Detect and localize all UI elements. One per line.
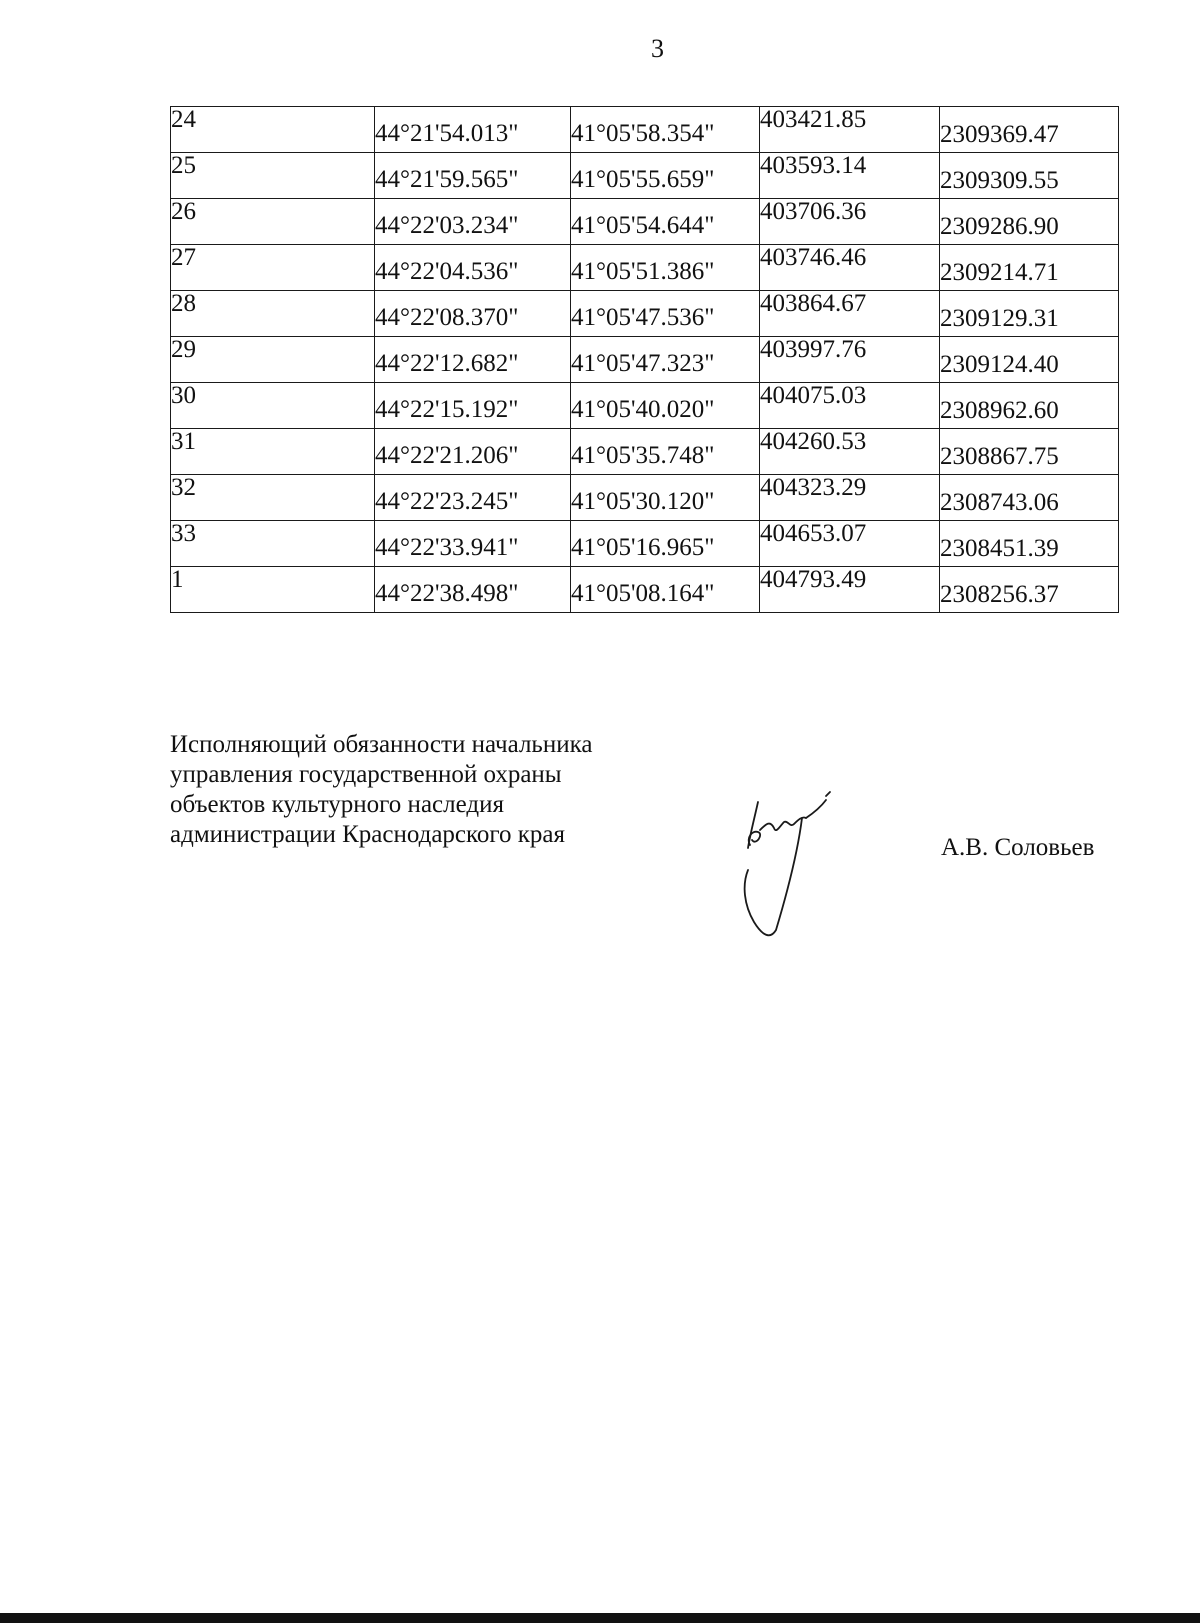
coordinates-table	[170, 106, 1119, 613]
x-coordinate-cell	[760, 107, 940, 153]
signer-position-line: управления государственной охраны	[170, 761, 562, 788]
x-coordinate-cell-text: 404075.03	[760, 382, 867, 409]
x-coordinate-cell-text: 403997.76	[760, 336, 867, 363]
x-coordinate-cell-text: 404260.53	[760, 428, 867, 455]
x-coordinate-cell	[760, 245, 940, 291]
latitude-cell-text: 44°22'04.536"	[375, 258, 519, 285]
x-coordinate-cell	[760, 291, 940, 337]
point-number-cell	[171, 199, 375, 245]
x-coordinate-cell-text: 404323.29	[760, 474, 867, 501]
latitude-cell	[375, 153, 571, 199]
y-coordinate-cell	[940, 199, 1119, 245]
point-number-cell-text: 30	[171, 382, 196, 409]
point-number-cell-text: 31	[171, 428, 196, 455]
y-coordinate-cell	[940, 153, 1119, 199]
x-coordinate-cell	[760, 337, 940, 383]
x-coordinate-cell	[760, 153, 940, 199]
longitude-cell	[571, 475, 760, 521]
longitude-cell-text: 41°05'47.323"	[571, 350, 715, 377]
point-number-cell-text: 29	[171, 336, 196, 363]
x-coordinate-cell-text: 403421.85	[760, 106, 867, 133]
x-coordinate-cell	[760, 199, 940, 245]
latitude-cell-text: 44°22'03.234"	[375, 212, 519, 239]
longitude-cell-text: 41°05'51.386"	[571, 258, 715, 285]
x-coordinate-cell	[760, 429, 940, 475]
longitude-cell	[571, 567, 760, 613]
latitude-cell-text: 44°22'38.498"	[375, 580, 519, 607]
table-row	[171, 383, 1119, 429]
y-coordinate-cell	[940, 337, 1119, 383]
point-number-cell	[171, 107, 375, 153]
point-number-cell	[171, 521, 375, 567]
latitude-cell	[375, 107, 571, 153]
point-number-cell	[171, 475, 375, 521]
y-coordinate-cell-text: 2309214.71	[940, 259, 1059, 286]
point-number-cell	[171, 291, 375, 337]
longitude-cell	[571, 107, 760, 153]
y-coordinate-cell	[940, 107, 1119, 153]
table-row	[171, 153, 1119, 199]
y-coordinate-cell-text: 2308962.60	[940, 397, 1059, 424]
y-coordinate-cell-text: 2309309.55	[940, 167, 1059, 194]
y-coordinate-cell	[940, 429, 1119, 475]
y-coordinate-cell	[940, 521, 1119, 567]
table-row	[171, 245, 1119, 291]
longitude-cell	[571, 199, 760, 245]
latitude-cell-text: 44°22'12.682"	[375, 350, 519, 377]
point-number-cell-text: 24	[171, 106, 196, 133]
latitude-cell	[375, 521, 571, 567]
y-coordinate-cell	[940, 383, 1119, 429]
y-coordinate-cell	[940, 291, 1119, 337]
x-coordinate-cell	[760, 475, 940, 521]
latitude-cell	[375, 337, 571, 383]
x-coordinate-cell-text: 404653.07	[760, 520, 867, 547]
table-row	[171, 429, 1119, 475]
x-coordinate-cell-text: 403864.67	[760, 290, 867, 317]
scan-edge-bar	[0, 1613, 1200, 1623]
signer-position-line: Исполняющий обязанности начальника	[170, 731, 593, 758]
point-number-cell-text: 28	[171, 290, 196, 317]
latitude-cell-text: 44°22'08.370"	[375, 304, 519, 331]
signer-position-line: администрации Краснодарского края	[170, 821, 566, 848]
point-number-cell-text: 25	[171, 152, 196, 179]
longitude-cell	[571, 429, 760, 475]
y-coordinate-cell-text: 2308256.37	[940, 581, 1059, 608]
signer-position	[170, 730, 592, 850]
longitude-cell-text: 41°05'54.644"	[571, 212, 715, 239]
y-coordinate-cell-text: 2309369.47	[940, 121, 1059, 148]
x-coordinate-cell	[760, 383, 940, 429]
x-coordinate-cell	[760, 521, 940, 567]
latitude-cell	[375, 199, 571, 245]
longitude-cell-text: 41°05'08.164"	[571, 580, 715, 607]
latitude-cell	[375, 475, 571, 521]
page-number: 3	[651, 34, 664, 63]
longitude-cell	[571, 245, 760, 291]
y-coordinate-cell-text: 2309286.90	[940, 213, 1059, 240]
longitude-cell-text: 41°05'16.965"	[571, 534, 715, 561]
y-coordinate-cell	[940, 245, 1119, 291]
longitude-cell-text: 41°05'47.536"	[571, 304, 715, 331]
longitude-cell	[571, 291, 760, 337]
table-row	[171, 475, 1119, 521]
point-number-cell	[171, 337, 375, 383]
y-coordinate-cell-text: 2308743.06	[940, 489, 1059, 516]
longitude-cell-text: 41°05'30.120"	[571, 488, 715, 515]
table-row	[171, 567, 1119, 613]
latitude-cell	[375, 245, 571, 291]
latitude-cell	[375, 567, 571, 613]
longitude-cell	[571, 383, 760, 429]
table-row	[171, 107, 1119, 153]
y-coordinate-cell	[940, 475, 1119, 521]
latitude-cell-text: 44°22'21.206"	[375, 442, 519, 469]
y-coordinate-cell-text: 2308867.75	[940, 443, 1059, 470]
longitude-cell	[571, 337, 760, 383]
x-coordinate-cell-text: 403593.14	[760, 152, 867, 179]
latitude-cell-text: 44°22'33.941"	[375, 534, 519, 561]
latitude-cell	[375, 291, 571, 337]
latitude-cell-text: 44°22'15.192"	[375, 396, 519, 423]
x-coordinate-cell-text: 403746.46	[760, 244, 867, 271]
coordinates-table-body	[171, 107, 1119, 613]
point-number-cell	[171, 429, 375, 475]
y-coordinate-cell	[940, 567, 1119, 613]
y-coordinate-cell-text: 2309129.31	[940, 305, 1059, 332]
longitude-cell	[571, 153, 760, 199]
x-coordinate-cell	[760, 567, 940, 613]
latitude-cell-text: 44°22'23.245"	[375, 488, 519, 515]
longitude-cell-text: 41°05'58.354"	[571, 120, 715, 147]
longitude-cell-text: 41°05'55.659"	[571, 166, 715, 193]
longitude-cell-text: 41°05'40.020"	[571, 396, 715, 423]
point-number-cell	[171, 567, 375, 613]
point-number-cell	[171, 245, 375, 291]
point-number-cell	[171, 153, 375, 199]
point-number-cell	[171, 383, 375, 429]
y-coordinate-cell-text: 2308451.39	[940, 535, 1059, 562]
table-row	[171, 521, 1119, 567]
x-coordinate-cell-text: 403706.36	[760, 198, 867, 225]
latitude-cell	[375, 429, 571, 475]
x-coordinate-cell-text: 404793.49	[760, 566, 867, 593]
table-row	[171, 291, 1119, 337]
point-number-cell-text: 26	[171, 198, 196, 225]
point-number-cell-text: 1	[171, 566, 184, 593]
longitude-cell	[571, 521, 760, 567]
y-coordinate-cell-text: 2309124.40	[940, 351, 1059, 378]
handwritten-signature	[740, 790, 870, 940]
table-row	[171, 199, 1119, 245]
longitude-cell-text: 41°05'35.748"	[571, 442, 715, 469]
table-row	[171, 337, 1119, 383]
point-number-cell-text: 33	[171, 520, 196, 547]
signer-name: А.В. Соловьев	[941, 834, 1095, 861]
point-number-cell-text: 27	[171, 244, 196, 271]
signer-position-line: объектов культурного наследия	[170, 791, 504, 818]
point-number-cell-text: 32	[171, 474, 196, 501]
latitude-cell	[375, 383, 571, 429]
latitude-cell-text: 44°21'59.565"	[375, 166, 519, 193]
latitude-cell-text: 44°21'54.013"	[375, 120, 519, 147]
